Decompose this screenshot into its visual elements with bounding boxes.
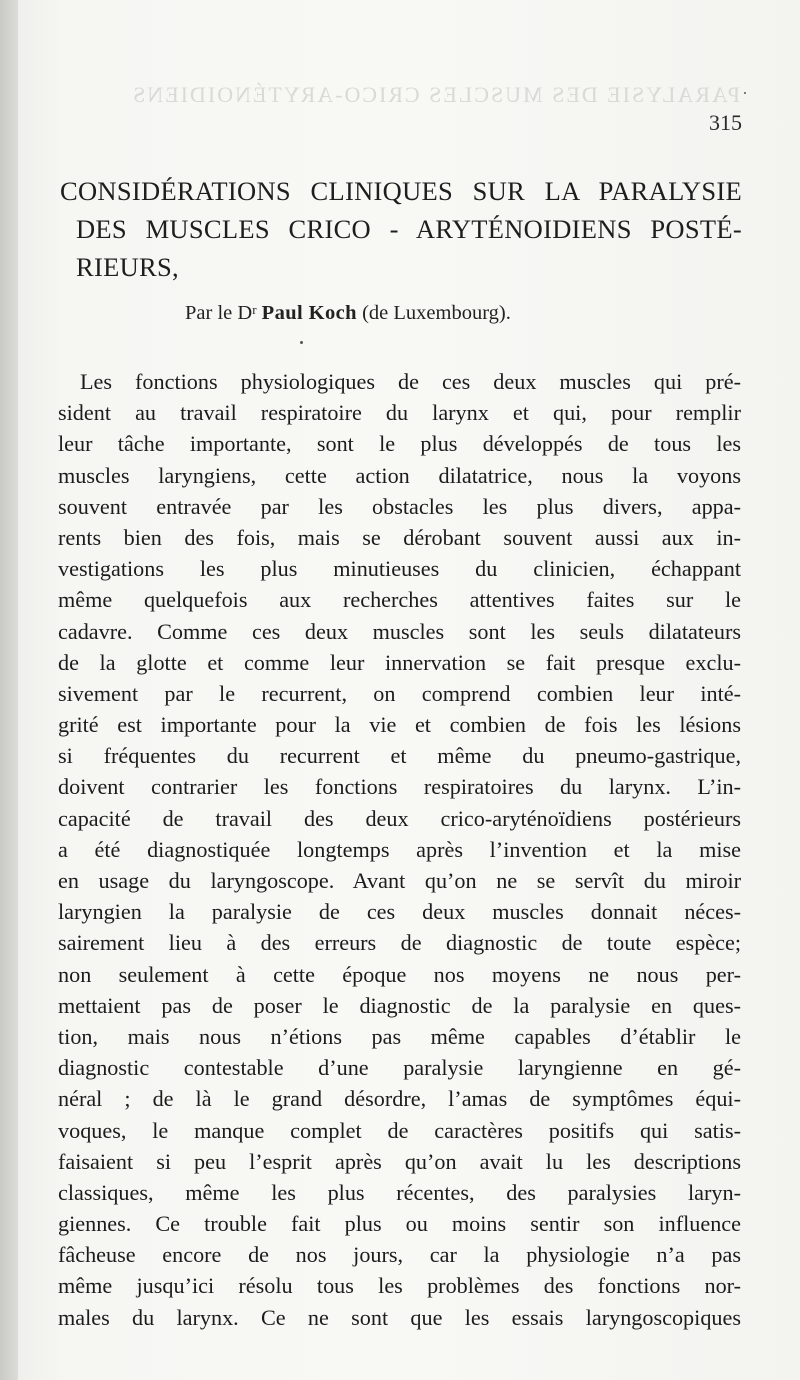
body-line: en usage du laryngoscope. Avant qu’on ne se servît du miroir [58, 868, 741, 893]
body-line: sairement lieu à des erreurs de diagnostic de toute espèce; [58, 930, 741, 956]
body-line: giennes. Ce trouble fait plus ou moins sentir son influence [58, 1211, 741, 1237]
title-line: CONSIDÉRATIONS CLINIQUES SUR LA PARALYSIE [60, 176, 742, 206]
page-number: 315 [709, 110, 742, 135]
body-line: leur tâche importante, sont le plus développés de tous les [58, 431, 741, 457]
body-line: fâcheuse encore de nos jours, car la physiologie n’a pas [58, 1242, 741, 1268]
body-line: voques, le manque complet de caractères positifs qui satis- [58, 1117, 741, 1143]
body-line: Les fonctions physiologiques de ces deux muscles qui pré- [80, 369, 741, 394]
body-line: laryngien la paralysie de ces deux muscles donnait néces- [58, 899, 741, 925]
body-line: même quelquefois aux recherches attentives faites sur le [58, 587, 741, 613]
body-line: a été diagnostiquée longtemps après l’invention et la mise [58, 836, 741, 862]
author-origin: (de Luxembourg). [362, 302, 511, 324]
body-line: cadavre. Comme ces deux muscles sont les seuls dilatateurs [58, 618, 741, 644]
body-line: mettaient pas de poser le diagnostic de la paralysie en ques- [58, 992, 741, 1018]
body-line: sident au travail respiratoire du larynx et qui, pour remplir [58, 400, 741, 426]
body-line: capacité de travail des deux crico-aryténoïdiens postérieurs [58, 805, 741, 831]
body-line: même jusqu’ici résolu tous les problèmes des fonctions nor- [58, 1273, 741, 1299]
byline-prefix: Par le D [185, 302, 253, 324]
title-line: RIEURS, [76, 252, 179, 282]
author-name: Paul Koch [261, 302, 357, 324]
body-line: vestigations les plus minutieuses du clinicien, échappant [58, 556, 741, 582]
body-line: non seulement à cette époque nos moyens ne nous per- [58, 961, 741, 987]
body-line: de la glotte et comme leur innervation se fait presque exclu- [58, 649, 741, 675]
body-line: souvent entravée par les obstacles les plus divers, appa- [58, 493, 741, 519]
body-line: doivent contrarier les fonctions respiratoires du larynx. L’in- [58, 774, 741, 800]
body-line: néral ; de là le grand désordre, l’amas de symptômes équi- [58, 1086, 741, 1112]
body-text [58, 366, 741, 1333]
body-line: males du larynx. Ce ne sont que les essais laryngoscopiques [58, 1304, 741, 1330]
body-line: diagnostic contestable d’une paralysie laryngienne en gé- [58, 1055, 741, 1081]
byline-title-superscript: r [252, 302, 257, 317]
body-line: faisaient si peu l’esprit après qu’on avait lu les descriptions [58, 1148, 741, 1174]
print-speck [744, 92, 746, 94]
body-line: classiques, même les plus récentes, des paralysies laryn- [58, 1179, 741, 1205]
body-line: si fréquentes du recurrent et même du pneumo-gastrique, [58, 743, 741, 769]
show-through-text: PARALYSIE DES MUSCLES CRICO-ARYTÉNOIDIENS [131, 82, 740, 107]
book-spine-shadow [0, 0, 18, 1380]
body-line: sivement par le recurrent, on comprend combien leur inté- [58, 680, 741, 706]
title-line: DES MUSCLES CRICO - ARYTÉNOIDIENS POSTÉ- [76, 214, 742, 244]
article-title [60, 172, 742, 286]
body-line: tion, mais nous n’étions pas même capables d’établir le [58, 1023, 741, 1049]
body-line: rents bien des fois, mais se dérobant souvent aussi aux in- [58, 524, 741, 550]
print-speck [300, 341, 303, 344]
body-line: grité est importante pour la vie et combien de fois les lésions [58, 712, 741, 738]
body-line: muscles laryngiens, cette action dilatatrice, nous la voyons [58, 462, 741, 488]
byline [185, 295, 605, 328]
